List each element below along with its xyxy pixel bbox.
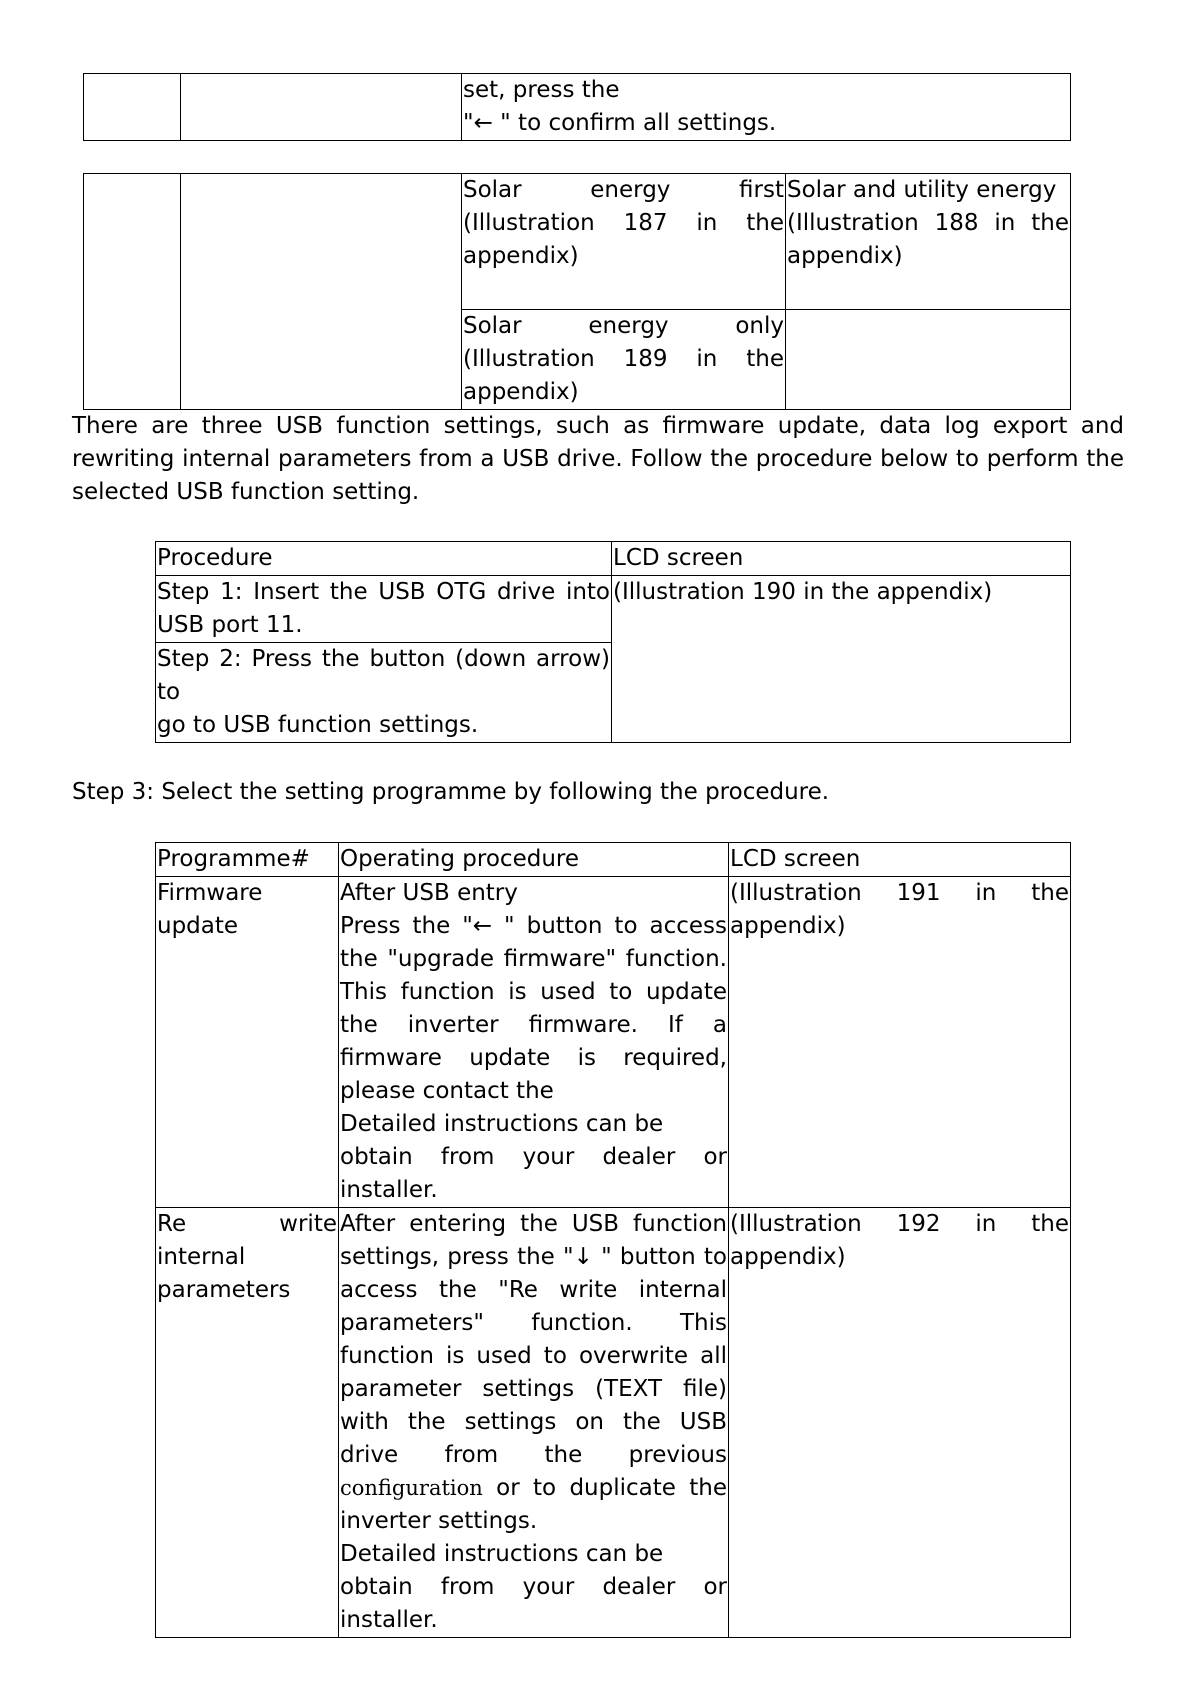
header-lcd-screen: LCD screen — [612, 542, 1071, 576]
priority-table — [83, 173, 1071, 410]
solar-only-cell — [462, 310, 786, 410]
procedure-table — [155, 541, 1071, 743]
solar-only-line3: appendix) — [463, 379, 579, 405]
rewrite-body-b: or to duplicate the inverter settings. — [340, 1475, 727, 1534]
intro-paragraph: There are three USB function settings, such as firmware update, data log export and rewriting internal parameters from a USB drive. Follow the procedure below to perform the selected USB function setting. — [72, 413, 1124, 505]
programme-table — [155, 842, 1071, 1638]
rewrite-name-line3: parameters — [157, 1277, 291, 1303]
header-lcd-screen: LCD screen — [729, 843, 1071, 877]
rewrite-body-a: After entering the USB function settings, press the "↓ " button to access the "Re write internal parameters" function. This function is used to overwrite all parameter settings (TEXT file) with the settings on the USB drive from the previous — [340, 1211, 727, 1468]
firmware-detail: Detailed instructions can be — [340, 1111, 664, 1137]
rewrite-body-serif: configuration — [340, 1476, 483, 1500]
rewrite-procedure — [339, 1208, 729, 1638]
empty-cell — [181, 174, 462, 410]
empty-cell — [181, 74, 462, 141]
solar-utility-line1: Solar and utility energy — [787, 177, 1057, 203]
solar-only-line2: (Illustration 189 in the — [463, 346, 784, 372]
solar-first-line2: (Illustration 187 in the — [463, 210, 784, 236]
firmware-obtain: obtain from your dealer or — [340, 1144, 727, 1170]
firmware-update-procedure — [339, 877, 729, 1208]
firmware-entry: After USB entry — [340, 880, 518, 906]
solar-utility-line2: (Illustration 188 in the — [787, 210, 1069, 236]
solar-utility-line3: appendix) — [787, 243, 903, 269]
rewrite-name-line1: Re write — [157, 1211, 337, 1237]
step2-line2: to — [157, 679, 181, 705]
confirm-text-line2: "← " to confirm all settings. — [463, 110, 777, 136]
firmware-lcd: (Illustration 191 in the appendix) — [729, 877, 1071, 1208]
rewrite-detail: Detailed instructions can be — [340, 1541, 664, 1567]
confirm-settings-cell — [462, 74, 1071, 141]
step1-cell: Step 1: Insert the USB OTG drive into USB port 11. — [156, 576, 612, 643]
step3-text: Step 3: Select the setting programme by following the procedure. — [72, 779, 830, 805]
step2-line3: go to USB function settings. — [157, 712, 479, 738]
step2-line1: Step 2: Press the button (down arrow) — [157, 646, 610, 672]
solar-first-line3: appendix) — [463, 243, 579, 269]
step1-lcd-cell: (Illustration 190 in the appendix) — [612, 576, 1071, 743]
step2-cell — [156, 643, 612, 743]
firmware-name-line1: Firmware — [157, 880, 263, 906]
empty-cell — [786, 310, 1071, 410]
header-programme: Programme# — [156, 843, 339, 877]
empty-cell — [84, 74, 181, 141]
confirm-text-line1: set, press the — [463, 77, 620, 103]
firmware-update-name — [156, 877, 339, 1208]
solar-first-cell — [462, 174, 786, 310]
rewrite-name-line2: internal — [157, 1244, 246, 1270]
firmware-installer: installer. — [340, 1177, 438, 1203]
top-continuation-table — [83, 73, 1071, 141]
rewrite-obtain: obtain from your dealer or — [340, 1574, 727, 1600]
firmware-name-line2: update — [157, 913, 239, 939]
rewrite-body — [340, 1208, 727, 1538]
empty-cell — [84, 174, 181, 410]
firmware-body: Press the "← " button to access the "upgrade firmware" function. This function is used to update the inverter firmware. If a firmware update is required, please contact the — [340, 913, 727, 1104]
header-operating-procedure: Operating procedure — [339, 843, 729, 877]
rewrite-lcd: (Illustration 192 in the appendix) — [729, 1208, 1071, 1638]
rewrite-name — [156, 1208, 339, 1638]
rewrite-installer: installer. — [340, 1607, 438, 1633]
solar-utility-cell — [786, 174, 1071, 310]
solar-first-line1: Solar energy first — [463, 177, 784, 203]
solar-only-line1: Solar energy only — [463, 313, 784, 339]
header-procedure: Procedure — [156, 542, 612, 576]
